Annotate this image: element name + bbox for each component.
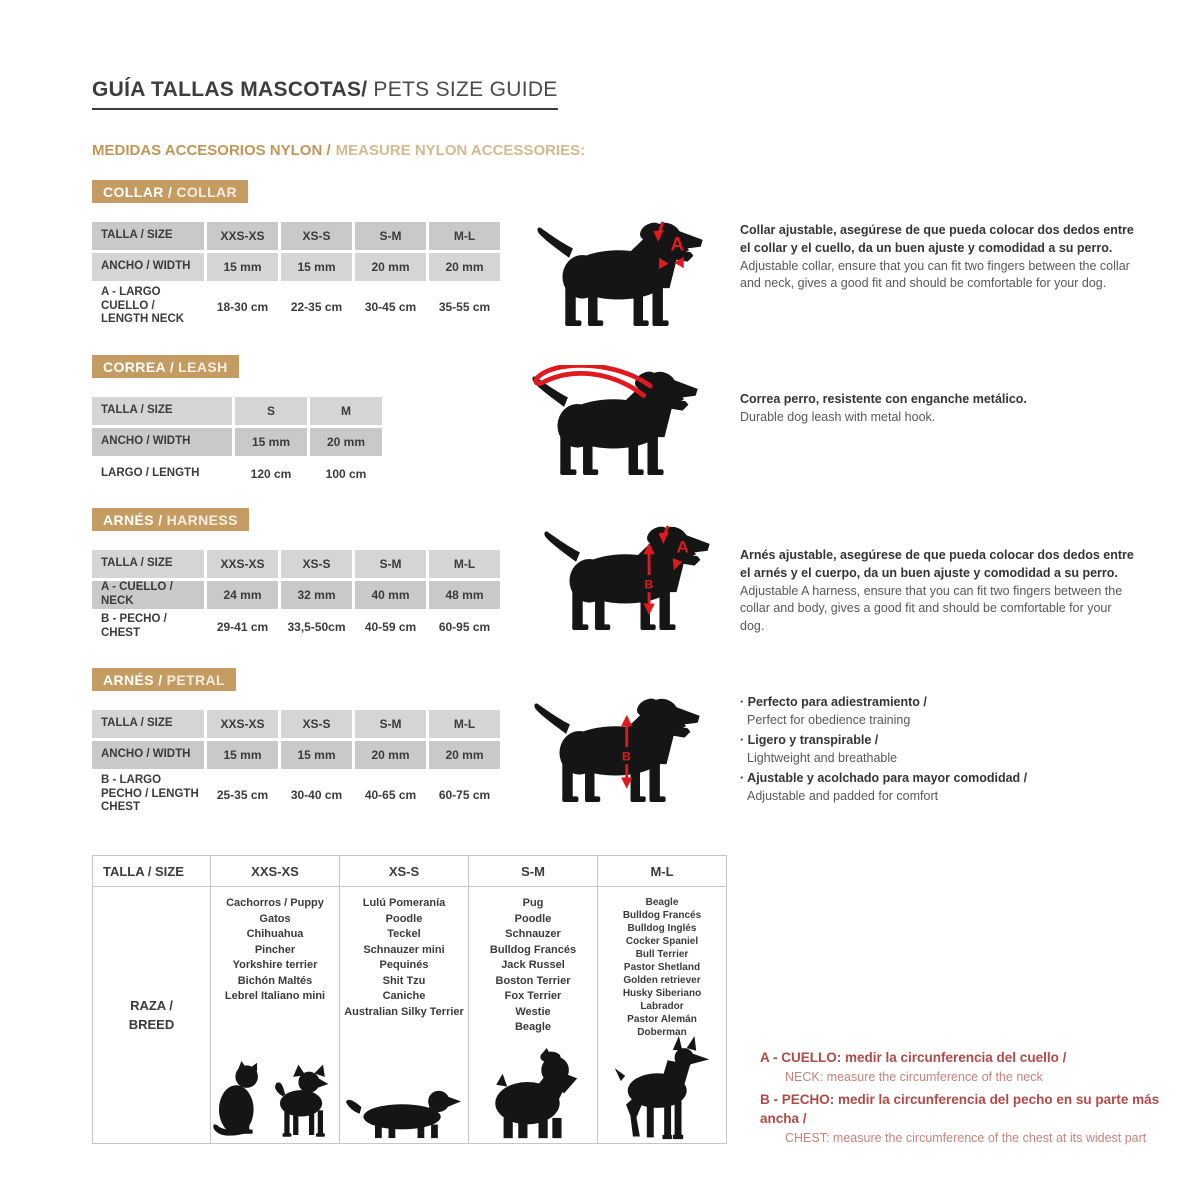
badge-label-es: COLLAR /	[103, 184, 173, 200]
size-cell: S-M	[355, 710, 426, 738]
silhouette-group	[345, 1082, 463, 1140]
breed-item: Bull Terrier	[635, 949, 689, 960]
svg-text:A: A	[676, 537, 689, 557]
dachshund-silhouette	[345, 1082, 463, 1140]
value-cell: 60-95 cm	[429, 612, 500, 642]
row-label-cell: A - CUELLO / NECK	[92, 581, 204, 609]
breed-item: Caniche	[382, 990, 426, 1002]
breed-row-label-line1: RAZA /	[130, 997, 173, 1013]
note-neck-es: A - CUELLO: medir la circunferencia del cuello /	[760, 1050, 1067, 1065]
value-cell: 25-35 cm	[207, 772, 278, 817]
value-cell: 15 mm	[207, 741, 278, 769]
breed-item: Doberman	[637, 1027, 687, 1038]
page-subtitle-es: MEDIDAS ACCESORIOS NYLON /	[92, 142, 331, 159]
dog-harness-illustration	[542, 520, 722, 634]
badge-label-es: ARNÉS /	[103, 512, 163, 528]
value-cell: 20 mm	[355, 741, 426, 769]
doberman-silhouette	[607, 1036, 717, 1140]
size-cell: M-L	[429, 710, 500, 738]
svg-text:B: B	[622, 749, 631, 764]
breed-item: Poodle	[514, 912, 552, 925]
breed-list-m-l	[597, 887, 726, 1143]
size-label-cell: TALLA / SIZE	[92, 222, 204, 250]
breeds-body-row	[93, 887, 726, 1143]
leash-badge	[92, 355, 239, 378]
value-cell: 60-75 cm	[429, 772, 500, 817]
breed-item: Labrador	[640, 1001, 684, 1012]
svg-text:B: B	[644, 577, 654, 592]
description-es: Correa perro, resistente con enganche metálico.	[740, 392, 1027, 406]
harness-description	[740, 547, 1136, 636]
row-label-cell: ANCHO / WIDTH	[92, 253, 204, 281]
value-cell: 20 mm	[310, 428, 382, 456]
breed-item: Bulldog Francés	[489, 943, 577, 956]
badge-label-en: PETRAL	[166, 672, 225, 688]
breed-item: Chihuahua	[246, 928, 304, 940]
breed-item: Poodle	[385, 912, 423, 925]
feature-en: Adjustable and padded for comfort	[747, 788, 939, 803]
value-cell: 15 mm	[281, 741, 352, 769]
breed-list-xs-s	[339, 887, 468, 1143]
description-en: Adjustable A harness, ensure that you can fit two fingers between the collar and body, gives a good fit and should be comfortable for your dog.	[740, 583, 1123, 633]
size-label-cell: TALLA / SIZE	[92, 397, 232, 425]
value-cell: 30-40 cm	[281, 772, 352, 817]
breed-item: Westie	[515, 1005, 551, 1018]
collar-description	[740, 222, 1136, 293]
description-en: Adjustable collar, ensure that you can fit two fingers between the collar and neck, gives a good fit and should be comfortable for your dog.	[740, 258, 1130, 291]
value-cell: 100 cm	[310, 459, 382, 489]
size-cell: XXS-XS	[207, 550, 278, 578]
note-neck-en: NECK: measure the circumference of the neck	[785, 1069, 1043, 1084]
breed-item: Husky Siberiano	[622, 988, 702, 999]
value-cell: 30-45 cm	[355, 284, 426, 329]
value-cell: 20 mm	[355, 253, 426, 281]
row-label-cell: A - LARGO CUELLO / LENGTH NECK	[92, 284, 204, 329]
harness-section	[92, 508, 1152, 645]
value-cell: 18-30 cm	[207, 284, 278, 329]
feature-en: Perfect for obedience training	[747, 712, 911, 727]
value-cell: 20 mm	[429, 253, 500, 281]
value-cell: 40 mm	[355, 581, 426, 609]
breeds-size-table	[92, 855, 727, 1144]
page-subtitle-en: MEASURE NYLON ACCESSORIES:	[335, 142, 586, 159]
breeds-header-row	[93, 856, 726, 887]
size-cell: XS-S	[281, 550, 352, 578]
breed-item: Schnauzer	[505, 928, 561, 940]
breed-item: Golden retriever	[623, 975, 701, 986]
breed-item: Cachorros / Puppy	[226, 897, 324, 909]
feature-item	[740, 732, 1136, 767]
breed-item: Beagle	[514, 1021, 552, 1033]
page-title	[92, 78, 558, 110]
value-cell: 40-59 cm	[355, 612, 426, 642]
breed-item: Australian Silky Terrier	[344, 1005, 464, 1018]
feature-en: Lightweight and breathable	[747, 750, 898, 765]
size-cell: S-M	[355, 550, 426, 578]
value-cell: 22-35 cm	[281, 284, 352, 329]
svg-text:A: A	[670, 234, 685, 256]
cat-silhouette	[212, 1060, 264, 1140]
chihuahua-silhouette	[272, 1064, 338, 1140]
dog-collar-illustration	[535, 216, 715, 330]
measuring-notes	[760, 1048, 1180, 1151]
size-cell: XS-S	[281, 710, 352, 738]
schnauzer-silhouette	[485, 1048, 581, 1140]
value-cell: 15 mm	[207, 253, 278, 281]
breed-item: Bichón Maltés	[237, 974, 313, 987]
size-label-cell: TALLA / SIZE	[93, 856, 210, 887]
badge-label-es: CORREA /	[103, 359, 175, 375]
petral-section	[92, 668, 1152, 820]
breed-row-label	[93, 887, 210, 1143]
size-cell: M-L	[597, 856, 726, 887]
note-chest-en: CHEST: measure the circumference of the chest at its widest part	[785, 1130, 1147, 1145]
badge-label-en: HARNESS	[166, 512, 238, 528]
breed-item: Shit Tzu	[382, 974, 426, 987]
feature-es: · Ligero y transpirable /	[740, 732, 1136, 750]
breed-item: Pequinés	[379, 959, 429, 971]
breed-item: Teckel	[387, 928, 421, 940]
value-cell: 35-55 cm	[429, 284, 500, 329]
value-cell: 120 cm	[235, 459, 307, 489]
size-cell: S-M	[468, 856, 597, 887]
feature-es: · Perfecto para adiestramiento /	[740, 694, 1136, 712]
value-cell: 20 mm	[429, 741, 500, 769]
breed-row-label-line2: BREED	[128, 1017, 175, 1032]
feature-item	[740, 770, 1136, 805]
value-cell: 15 mm	[281, 253, 352, 281]
breed-item: Beagle	[645, 897, 679, 908]
silhouette-group	[607, 1036, 717, 1140]
size-cell: XS-S	[339, 856, 468, 887]
note-chest-es: B - PECHO: medir la circunferencia del pecho en su parte más ancha /	[760, 1091, 1160, 1127]
size-cell: XXS-XS	[207, 222, 278, 250]
description-en: Durable dog leash with metal hook.	[740, 409, 936, 424]
breed-item: Cocker Spaniel	[625, 936, 699, 947]
size-label-cell: TALLA / SIZE	[92, 710, 204, 738]
row-label-cell: ANCHO / WIDTH	[92, 428, 232, 456]
size-cell: XXS-XS	[207, 710, 278, 738]
breed-item: Fox Terrier	[504, 990, 562, 1002]
dog-leash-illustration	[530, 365, 710, 479]
size-cell: S-M	[355, 222, 426, 250]
value-cell: 24 mm	[207, 581, 278, 609]
value-cell: 32 mm	[281, 581, 352, 609]
value-cell: 29-41 cm	[207, 612, 278, 642]
value-cell: 40-65 cm	[355, 772, 426, 817]
description-es: Arnés ajustable, asegúrese de que pueda colocar dos dedos entre el arnés y el cuerpo, da un buen ajuste y comodidad a su perro.	[740, 548, 1134, 580]
breed-list-xxs-xs	[210, 887, 339, 1143]
value-cell: 15 mm	[235, 428, 307, 456]
leash-description	[740, 391, 1136, 427]
feature-es: · Ajustable y acolchado para mayor comodidad /	[740, 770, 1136, 788]
breed-item: Bulldog Inglés	[627, 923, 697, 934]
page-title-en: PETS SIZE GUIDE	[373, 78, 558, 101]
size-cell: M-L	[429, 550, 500, 578]
breed-item: Jack Russel	[501, 959, 565, 971]
collar-section	[92, 180, 1152, 332]
petral-measure-marker	[621, 715, 632, 789]
page-subtitle	[92, 142, 585, 159]
breed-list-s-m	[468, 887, 597, 1143]
row-label-cell: B - PECHO / CHEST	[92, 612, 204, 642]
breed-item: Lebrel Italiano mini	[224, 990, 326, 1002]
collar-badge	[92, 180, 248, 203]
badge-label-en: LEASH	[178, 359, 228, 375]
petral-badge	[92, 668, 236, 691]
breed-item: Yorkshire terrier	[232, 959, 318, 971]
size-cell: XXS-XS	[210, 856, 339, 887]
size-cell: M-L	[429, 222, 500, 250]
breed-item: Schnauzer mini	[363, 943, 445, 956]
silhouette-group	[485, 1048, 581, 1140]
description-es: Collar ajustable, asegúrese de que pueda colocar dos dedos entre el collar y el cuello, da un buen ajuste y comodidad a su perro.	[740, 223, 1134, 255]
row-label-cell: ANCHO / WIDTH	[92, 741, 204, 769]
breed-item: Pincher	[254, 943, 296, 956]
feature-item	[740, 694, 1136, 729]
petral-feature-list	[740, 694, 1136, 808]
breed-item: Pastor Shetland	[623, 962, 701, 973]
silhouette-group	[212, 1060, 338, 1140]
value-cell: 48 mm	[429, 581, 500, 609]
breed-item: Boston Terrier	[495, 974, 571, 987]
breed-item: Gatos	[259, 912, 291, 925]
leash-section	[92, 355, 1152, 492]
size-label-cell: TALLA / SIZE	[92, 550, 204, 578]
breed-item: Lulú Pomeranía	[362, 897, 446, 909]
page-title-es: GUÍA TALLAS MASCOTAS/	[92, 78, 368, 101]
badge-label-en: COLLAR	[176, 184, 238, 200]
breed-item: Pastor Alemán	[627, 1014, 697, 1025]
breed-item: Bulldog Francés	[622, 910, 702, 921]
size-cell: S	[235, 397, 307, 425]
value-cell: 33,5-50cm	[281, 612, 352, 642]
size-cell: XS-S	[281, 222, 352, 250]
size-cell: M	[310, 397, 382, 425]
breed-item: Pug	[522, 897, 544, 909]
row-label-cell: B - LARGO PECHO / LENGTH CHEST	[92, 772, 204, 817]
row-label-cell: LARGO / LENGTH	[92, 459, 232, 489]
dog-petral-illustration	[532, 692, 712, 806]
badge-label-es: ARNÉS /	[103, 672, 163, 688]
harness-badge	[92, 508, 249, 531]
